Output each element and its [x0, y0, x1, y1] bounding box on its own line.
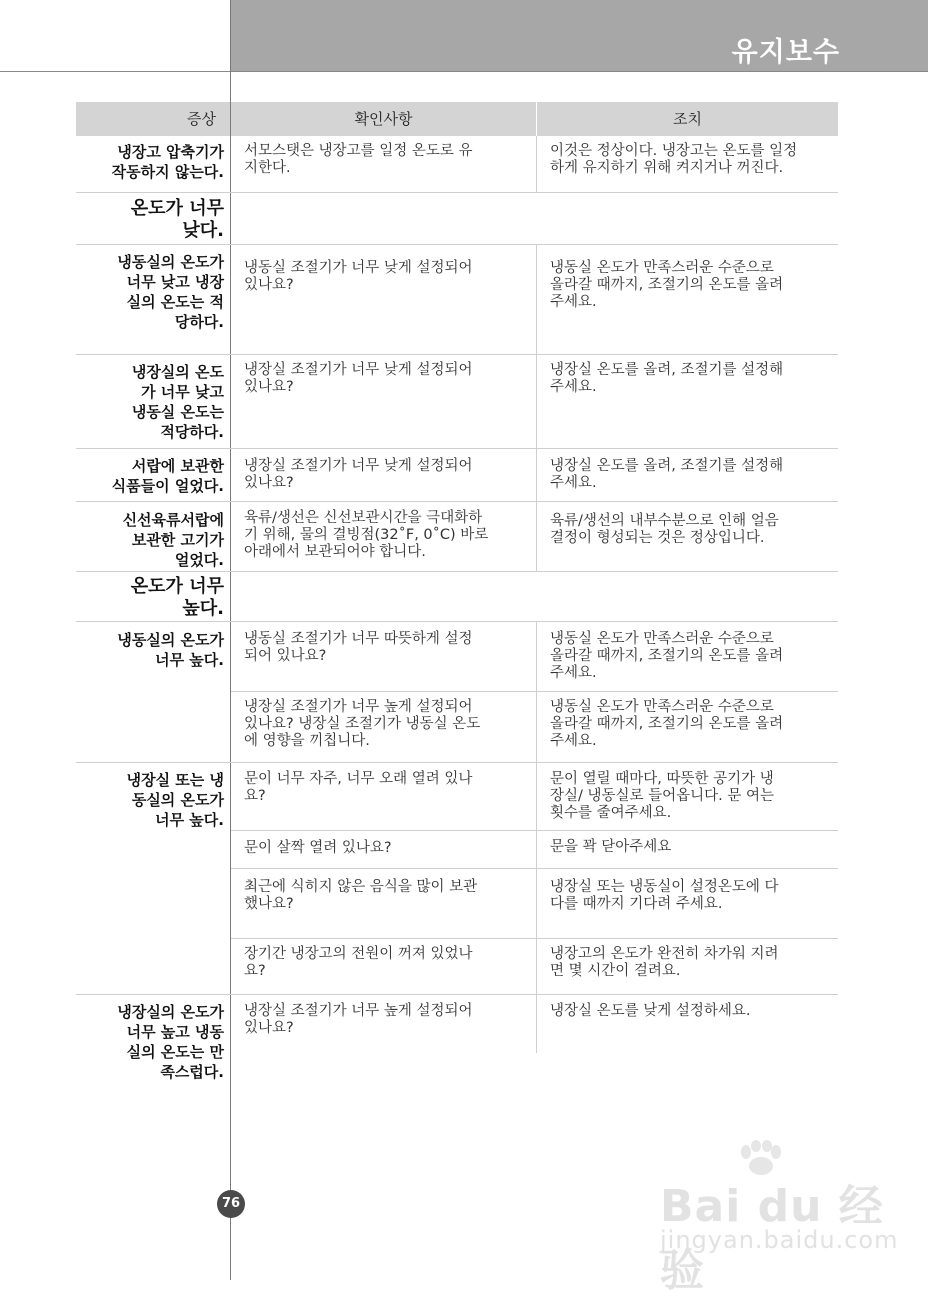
- row-divider: [231, 938, 838, 939]
- action-cell: 냉동실 온도가 만족스러운 수준으로 올라갈 때까지, 조절기의 온도를 올려 주세요.: [550, 260, 784, 310]
- row-divider: [76, 762, 838, 763]
- check-cell: 문이 너무 자주, 너무 오래 열려 있나 요?: [244, 771, 473, 804]
- action-cell: 냉장실 온도를 올려, 조절기를 설정해 주세요.: [550, 458, 784, 491]
- action-cell: 문을 꽉 닫아주세요: [550, 839, 672, 855]
- action-cell: 육류/생선의 내부수분으로 인해 얼음 결정이 형성되는 것은 정상입니다.: [550, 513, 779, 546]
- symptom-cell: 냉장실 또는 냉 동실의 온도가 너무 높다.: [126, 771, 224, 829]
- row-divider: [231, 830, 838, 831]
- check-cell: 최근에 식히지 않은 음식을 많이 보관 했나요?: [244, 879, 478, 912]
- row-divider: [76, 448, 838, 449]
- row-divider: [76, 244, 838, 245]
- page-number-badge: 76: [217, 1190, 245, 1218]
- row-divider: [76, 571, 838, 572]
- check-cell: 냉장실 조절기가 너무 높게 설정되어 있나요? 냉장실 조절기가 냉동실 온도 에 영향을 끼칩니다.: [244, 699, 481, 749]
- header-action: 조치: [537, 102, 838, 136]
- section-heading: 온도가 너무 낮다.: [130, 198, 224, 241]
- symptom-cell: 냉동실의 온도가 너무 높다.: [117, 631, 224, 669]
- action-cell: 냉동실 온도가 만족스러운 수준으로 올라갈 때까지, 조절기의 온도를 올려 주세요.: [550, 699, 784, 749]
- section-heading: 온도가 너무 높다.: [130, 576, 224, 619]
- row-divider: [76, 621, 838, 622]
- watermark-url: jingyan.baidu.com: [660, 1226, 899, 1254]
- symptom-cell: 냉장실의 온도가 너무 높고 냉동 실의 온도는 만 족스럽다.: [117, 1003, 224, 1081]
- symptom-cell: 신선육류서랍에 보관한 고기가 얼었다.: [122, 511, 224, 569]
- check-cell: 냉장실 조절기가 너무 낮게 설정되어 있나요?: [244, 362, 473, 395]
- symptom-cell: 냉장고 압축기가 작동하지 않는다.: [111, 143, 224, 181]
- header-symptom: 증상: [187, 110, 216, 128]
- row-divider: [76, 354, 838, 355]
- action-cell: 냉장고의 온도가 완전히 차가워 지려 면 몇 시간이 걸려요.: [550, 946, 779, 979]
- row-divider: [76, 501, 838, 502]
- action-cell: 문이 열릴 때마다, 따뜻한 공기가 냉 장실/ 냉동실로 들어옵니다. 문 여는 횟수를 줄여주세요.: [550, 771, 775, 821]
- row-divider: [231, 868, 838, 869]
- row-divider: [76, 994, 838, 995]
- watermark-logo: Bai du 经验: [660, 1181, 884, 1296]
- action-cell: 냉장실 또는 냉동실이 설정온도에 다 다를 때까지 기다려 주세요.: [550, 879, 779, 912]
- action-cell: 이것은 정상이다. 냉장고는 온도를 일정 하게 유지하기 위해 켜지거나 꺼진다.: [550, 143, 798, 176]
- page-title: 유지보수: [731, 37, 840, 68]
- column-divider: [536, 621, 537, 1053]
- check-cell: 서모스탯은 냉장고를 일정 온도로 유 지한다.: [244, 143, 473, 176]
- check-cell: 냉장실 조절기가 너무 낮게 설정되어 있나요?: [244, 458, 473, 491]
- check-cell: 육류/생선은 신선보관시간을 극대화하 기 위해, 물의 결빙점(32˚F, 0˚C) 바로 아래에서 보관되어야 합니다.: [244, 510, 489, 560]
- symptom-cell: 서랍에 보관한 식품들이 얼었다.: [111, 457, 224, 495]
- column-divider: [536, 244, 537, 571]
- header-check: 확인사항: [231, 102, 536, 136]
- action-cell: 냉동실 온도가 만족스러운 수준으로 올라갈 때까지, 조절기의 온도를 올려 주세요.: [550, 631, 784, 681]
- check-cell: 장기간 냉장고의 전원이 꺼져 있었나 요?: [244, 946, 473, 979]
- check-cell: 문이 살짝 열려 있나요?: [244, 840, 392, 856]
- symptom-cell: 냉동실의 온도가 너무 낮고 냉장 실의 온도는 적 당하다.: [117, 253, 224, 331]
- row-divider: [76, 192, 838, 193]
- table-header-cell: [76, 102, 230, 136]
- check-cell: 냉동실 조절기가 너무 낮게 설정되어 있나요?: [244, 260, 473, 293]
- symptom-cell: 냉장실의 온도 가 너무 낮고 냉동실 온도는 적당하다.: [131, 363, 224, 441]
- column-divider: [536, 136, 537, 192]
- row-divider: [231, 691, 838, 692]
- action-cell: 냉장실 온도를 낮게 설정하세요.: [550, 1003, 751, 1019]
- check-cell: 냉동실 조절기가 너무 따뜻하게 설정 되어 있나요?: [244, 631, 473, 664]
- header-divider: [0, 71, 928, 72]
- action-cell: 냉장실 온도를 올려, 조절기를 설정해 주세요.: [550, 362, 784, 395]
- check-cell: 냉장실 조절기가 너무 높게 설정되어 있나요?: [244, 1003, 473, 1036]
